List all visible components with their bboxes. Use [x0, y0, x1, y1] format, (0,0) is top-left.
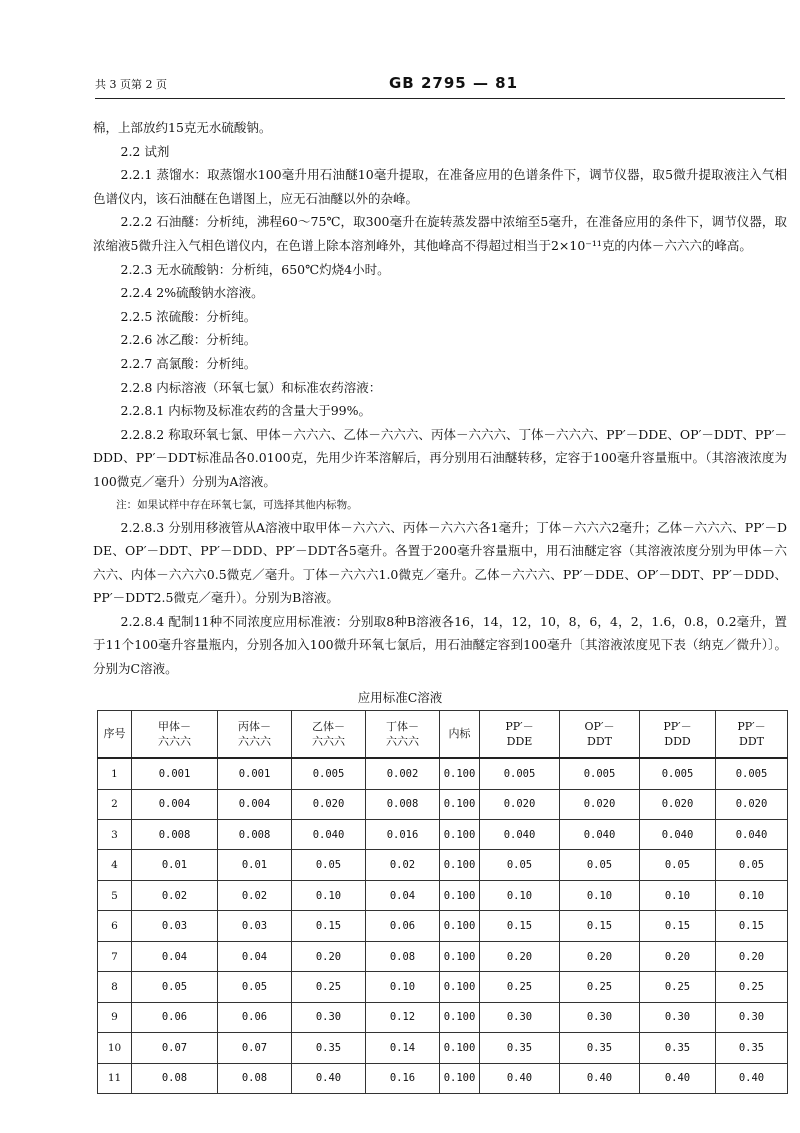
table-row — [98, 758, 788, 790]
row-index-cell: 7 — [98, 941, 132, 971]
table-cell: 0.15 — [480, 911, 560, 941]
table-cell: 0.25 — [640, 972, 716, 1002]
table-cell: 0.35 — [560, 1033, 640, 1063]
header-line: 六六六 — [158, 734, 191, 748]
table-cell: 0.005 — [640, 758, 716, 790]
table-cell: 0.30 — [560, 1002, 640, 1032]
row-index-cell: 5 — [98, 880, 132, 910]
table-cell: 0.15 — [292, 911, 366, 941]
table-cell: 0.100 — [440, 1002, 480, 1032]
header-line: 序号 — [103, 727, 126, 741]
table-cell: 0.05 — [218, 972, 292, 1002]
table-cell: 0.10 — [480, 880, 560, 910]
table-cell: 0.05 — [640, 850, 716, 880]
table-row — [98, 789, 788, 819]
table-cell: 0.40 — [292, 1063, 366, 1093]
table-cell: 0.35 — [480, 1033, 560, 1063]
table-cell: 0.020 — [480, 789, 560, 819]
table-cell: 0.03 — [132, 911, 218, 941]
table-cell: 0.004 — [132, 789, 218, 819]
table-cell: 0.020 — [292, 789, 366, 819]
table-cell: 0.005 — [716, 758, 788, 790]
table-cell: 0.100 — [440, 1033, 480, 1063]
table-cell: 0.100 — [440, 850, 480, 880]
table-header-cell — [716, 711, 788, 758]
table-cell: 0.100 — [440, 1063, 480, 1093]
table-cell: 0.10 — [292, 880, 366, 910]
table-cell: 0.01 — [218, 850, 292, 880]
table-header-cell — [440, 711, 480, 758]
table-cell: 0.40 — [560, 1063, 640, 1093]
table-cell: 0.25 — [560, 972, 640, 1002]
header-line: 六六六 — [312, 734, 345, 748]
table-cell: 0.05 — [716, 850, 788, 880]
table-cell: 0.100 — [440, 911, 480, 941]
table-row — [98, 850, 788, 880]
table-cell: 0.100 — [440, 972, 480, 1002]
header-line: 六六六 — [386, 734, 419, 748]
table-cell: 0.20 — [560, 941, 640, 971]
table-cell: 0.004 — [218, 789, 292, 819]
table-cell: 0.08 — [366, 941, 440, 971]
table-row — [98, 911, 788, 941]
table-cell: 0.20 — [480, 941, 560, 971]
table-cell: 0.20 — [716, 941, 788, 971]
table-cell: 0.15 — [716, 911, 788, 941]
table-header-cell — [480, 711, 560, 758]
table-cell: 0.040 — [716, 820, 788, 850]
paragraph: 2.2.8.3 分别用移液管从A溶液中取甲体－六六六、丙体－六六六各1毫升；丁体－六六六2毫升；乙体－六六六、PP′－DDE、OP′－DDT、PP′－DDD、PP′－DDT各5毫升。各置于200毫升容量瓶中，用石油醚定容（其溶液浓度分别为甲体－六六六、内体－六六六0.5微克／毫升。丁体－六六六1.0微克／毫升。乙体－六六六、PP′－DDE、OP′－DDT、PP′－DDD、PP′－DDT2.5微克／毫升）。分别为B溶液。 — [93, 519, 787, 606]
table-cell: 0.40 — [640, 1063, 716, 1093]
document-body — [93, 116, 787, 681]
table-cell: 0.100 — [440, 789, 480, 819]
table-header-cell — [560, 711, 640, 758]
table-cell: 0.30 — [716, 1002, 788, 1032]
table-body — [98, 758, 788, 1094]
table-cell: 0.016 — [366, 820, 440, 850]
paragraph: 2.2.1 蒸馏水：取蒸馏水100毫升用石油醚10毫升提取，在准备应用的色谱条件下，调节仪器，取5微升提取液注入气相色谱仪内，该石油醚在色谱图上，应无石油醚以外的杂峰。 — [93, 167, 787, 206]
row-index-cell: 11 — [98, 1063, 132, 1093]
table-header-cell — [366, 711, 440, 758]
header-line: 内标 — [448, 727, 471, 741]
table-cell: 0.040 — [640, 820, 716, 850]
table-cell: 0.30 — [292, 1002, 366, 1032]
paragraph: 2.2.4 2%硫酸钠水溶液。 — [120, 285, 264, 301]
table-header-cell — [98, 711, 132, 758]
header-line: 六六六 — [238, 734, 271, 748]
table-cell: 0.35 — [640, 1033, 716, 1063]
note-paragraph: 注：如果试样中存在环氧七氯，可选择其他内标物。 — [116, 498, 358, 511]
table-cell: 0.10 — [366, 972, 440, 1002]
table-cell: 0.30 — [480, 1002, 560, 1032]
table-row — [98, 820, 788, 850]
table-cell: 0.06 — [132, 1002, 218, 1032]
header-line: PP′－ — [505, 719, 534, 733]
paragraph: 2.2.3 无水硫酸钠：分析纯，650℃灼烧4小时。 — [120, 261, 390, 277]
paragraph: 2.2.8.4 配制11种不同浓度应用标准液：分别取8种B溶液各16，14，12，10，8，6，4，2，1.6，0.8，0.2毫升，置于11个100毫升容量瓶内，分别各加入100微升环氧七氯后，用石油醚定容到100毫升〔其溶液浓度见下表（纳克／微升）〕。分别为C溶液。 — [93, 613, 787, 677]
row-index-cell: 3 — [98, 820, 132, 850]
table-row — [98, 941, 788, 971]
table-cell: 0.15 — [640, 911, 716, 941]
table-row — [98, 1033, 788, 1063]
table-cell: 0.10 — [640, 880, 716, 910]
table-cell: 0.01 — [132, 850, 218, 880]
table-cell: 0.100 — [440, 880, 480, 910]
header-line: DDE — [506, 734, 533, 748]
table-cell: 0.04 — [132, 941, 218, 971]
table-cell: 0.20 — [640, 941, 716, 971]
table-cell: 0.040 — [560, 820, 640, 850]
row-index-cell: 2 — [98, 789, 132, 819]
paragraph: 2.2.8.1 内标物及标准农药的含量大于99%。 — [120, 403, 371, 419]
table-cell: 0.100 — [440, 820, 480, 850]
table-cell: 0.02 — [132, 880, 218, 910]
table-cell: 0.40 — [480, 1063, 560, 1093]
standard-code: GB 2795 — 81 — [389, 74, 519, 92]
table-cell: 0.040 — [292, 820, 366, 850]
row-index-cell: 10 — [98, 1033, 132, 1063]
header-line: 甲体－ — [158, 719, 191, 733]
table-cell: 0.020 — [716, 789, 788, 819]
table-cell: 0.10 — [716, 880, 788, 910]
table-header-cell — [132, 711, 218, 758]
standard-solution-table — [97, 710, 788, 1094]
page-header — [95, 74, 785, 94]
table-cell: 0.040 — [480, 820, 560, 850]
table-cell: 0.008 — [366, 789, 440, 819]
paragraph: 2.2.6 冰乙酸：分析纯。 — [120, 332, 257, 348]
table-row — [98, 1002, 788, 1032]
table-cell: 0.25 — [292, 972, 366, 1002]
table-cell: 0.08 — [218, 1063, 292, 1093]
table-cell: 0.12 — [366, 1002, 440, 1032]
header-line: PP′－ — [737, 719, 766, 733]
paragraph: 2.2 试剂 — [120, 143, 170, 159]
table-cell: 0.07 — [218, 1033, 292, 1063]
header-rule — [95, 98, 785, 99]
table-header-row — [98, 711, 788, 758]
header-line: DDD — [664, 734, 691, 748]
table-cell: 0.15 — [560, 911, 640, 941]
table-cell: 0.03 — [218, 911, 292, 941]
table-cell: 0.16 — [366, 1063, 440, 1093]
table-cell: 0.005 — [480, 758, 560, 790]
paragraph: 2.2.8.2 称取环氧七氯、甲体－六六六、乙体－六六六、丙体－六六六、丁体－六六六、PP′－DDE、OP′－DDT、PP′－DDD、PP′－DDT标准品各0.0100克，先用少许苯溶解后，再分别用石油醚转移，定容于100毫升容量瓶中。（其溶液浓度为100微克／毫升）分别为A溶液。 — [93, 426, 787, 489]
header-line: 乙体－ — [312, 719, 345, 733]
row-index-cell: 4 — [98, 850, 132, 880]
table-row — [98, 1063, 788, 1093]
paragraph: 2.2.7 高氯酸：分析纯。 — [120, 355, 257, 371]
table-cell: 0.10 — [560, 880, 640, 910]
table-cell: 0.25 — [716, 972, 788, 1002]
row-index-cell: 9 — [98, 1002, 132, 1032]
table-cell: 0.08 — [132, 1063, 218, 1093]
table-header-cell — [292, 711, 366, 758]
row-index-cell: 6 — [98, 911, 132, 941]
table-row — [98, 880, 788, 910]
table-cell: 0.001 — [218, 758, 292, 790]
table-cell: 0.30 — [640, 1002, 716, 1032]
table-cell: 0.020 — [640, 789, 716, 819]
table-cell: 0.04 — [366, 880, 440, 910]
table-cell: 0.20 — [292, 941, 366, 971]
table-caption: 应用标准C溶液 — [357, 690, 443, 705]
table-cell: 0.001 — [132, 758, 218, 790]
table-cell: 0.02 — [218, 880, 292, 910]
table-cell: 0.008 — [132, 820, 218, 850]
table-cell: 0.35 — [716, 1033, 788, 1063]
table-cell: 0.05 — [480, 850, 560, 880]
table-cell: 0.40 — [716, 1063, 788, 1093]
table-cell: 0.05 — [292, 850, 366, 880]
table-cell: 0.005 — [292, 758, 366, 790]
table-cell: 0.25 — [480, 972, 560, 1002]
table-header-cell — [640, 711, 716, 758]
table-cell: 0.002 — [366, 758, 440, 790]
header-line: 丙体－ — [238, 719, 271, 733]
table-cell: 0.100 — [440, 758, 480, 790]
header-line: PP′－ — [663, 719, 692, 733]
page-info: 共 3 页第 2 页 — [95, 78, 167, 91]
table-cell: 0.02 — [366, 850, 440, 880]
table-row — [98, 972, 788, 1002]
paragraph: 2.2.5 浓硫酸：分析纯。 — [120, 308, 257, 324]
table-cell: 0.06 — [218, 1002, 292, 1032]
header-line: 丁体－ — [386, 719, 419, 733]
table-cell: 0.100 — [440, 941, 480, 971]
header-line: DDT — [587, 734, 612, 748]
row-index-cell: 1 — [98, 758, 132, 790]
table-cell: 0.008 — [218, 820, 292, 850]
row-index-cell: 8 — [98, 972, 132, 1002]
table-header-cell — [218, 711, 292, 758]
table-cell: 0.07 — [132, 1033, 218, 1063]
table-cell: 0.05 — [132, 972, 218, 1002]
paragraph: 2.2.8 内标溶液（环氧七氯）和标准农药溶液： — [120, 379, 382, 395]
table-cell: 0.020 — [560, 789, 640, 819]
table-cell: 0.35 — [292, 1033, 366, 1063]
table-cell: 0.005 — [560, 758, 640, 790]
paragraph: 棉，上部放约15克无水硫酸钠。 — [93, 120, 272, 135]
table-cell: 0.06 — [366, 911, 440, 941]
header-line: DDT — [739, 734, 764, 748]
table-cell: 0.04 — [218, 941, 292, 971]
table-cell: 0.14 — [366, 1033, 440, 1063]
table-cell: 0.05 — [560, 850, 640, 880]
header-line: OP′－ — [584, 719, 615, 733]
paragraph: 2.2.2 石油醚：分析纯，沸程60～75℃，取300毫升在旋转蒸发器中浓缩至5毫升，在准备应用的条件下，调节仪器，取浓缩液5微升注入气相色谱仪内，在色谱上除本溶剂峰外，其他峰高不得超过相当于2×10⁻¹¹克的内体－六六六的峰高。 — [93, 214, 787, 253]
